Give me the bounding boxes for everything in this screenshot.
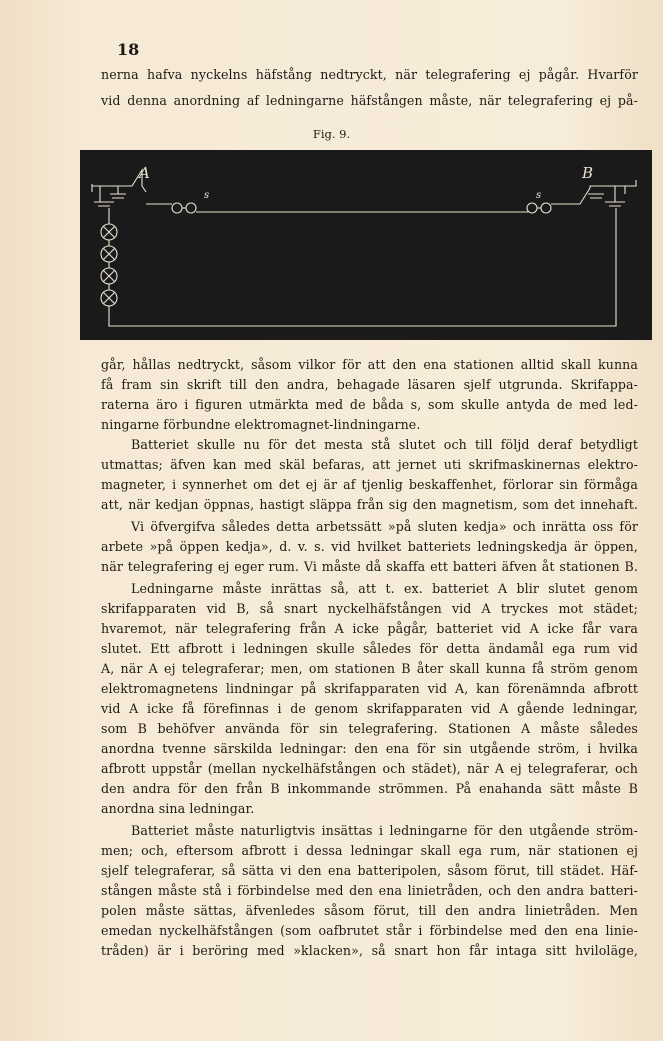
text-line: Ledningarne måste inrättas så, att t. ex. batteriet A blir slutet genom [131,581,638,596]
text-line: slutet. Ett afbrott i ledningen skulle således för detta ändamål ega rum vid [101,641,638,656]
text-line: polen måste sättas, äfvenledes såsom förut, till den andra linietråden. Men [101,903,638,918]
s-label-right: s [536,190,542,201]
text-line: A, när A ej telegraferar; men, om stationen B åter skall kunna få ström genom [101,661,638,676]
text-line: emedan nyckelhäfstången (som oafbrutet står i förbindelse med den ena linie- [101,923,638,938]
text-line: sjelf telegraferar, så sätta vi den ena batteripolen, såsom förut, till städet. Häf- [101,863,638,878]
text-line: hvaremot, när telegrafering från A icke pågår, batteriet vid A icke får vara [101,621,638,636]
station-b-label: B [582,164,594,182]
text-line: går, hållas nedtryckt, såsom vilkor för att den ena stationen alltid skall kunna [101,357,638,372]
text-line: tråden) är i beröring med »klacken», så snart hon får intaga sitt hviloläge, [101,943,638,958]
text-line: den andra för den från B inkommande strömmen. På enahanda sätt måste B [101,781,638,796]
text-line: utmattas; äfven kan med skäl befaras, att jernet uti skrifmaskinernas elektro- [101,457,638,472]
page-number: 18 [117,40,140,59]
circuit-diagram [80,150,652,340]
text-line: men; och, eftersom afbrott i dessa ledningar skall ega rum, när stationen ej [101,843,638,858]
text-line: skrifapparaten vid B, så snart nyckelhäfstången vid A tryckes mot städet; [101,601,638,616]
text-line: stången måste stå i förbindelse med den ena linietråden, och den andra batteri- [101,883,638,898]
text-line: raterna äro i figuren utmärkta med de båda s, som skulle antyda de med led- [101,397,638,412]
station-a-label: A [139,164,150,182]
text-line: ningarne förbundne elektromagnet-lindningarne. [101,417,421,432]
text-line: elektromagnetens lindningar på skrifapparaten vid A, kan förenämnda afbrott [101,681,638,696]
figure-caption: Fig. 9. [312,127,351,141]
text-line: anordna tvenne särskilda ledningar: den ena för sin utgående ström, i hvilka [101,741,638,756]
text-line: afbrott uppstår (mellan nyckelhäfstången och städet), när A ej telegraferar, och [101,761,638,776]
text-line: anordna sina ledningar. [101,801,255,816]
text-line: arbete »på öppen kedja», d. v. s. vid hvilket batteriets ledningskedja är öppen, [101,539,638,554]
text-line: Batteriet skulle nu för det mesta stå slutet och till följd deraf betydligt [131,437,638,452]
text-line: Vi öfvergifva således detta arbetssätt »på sluten kedja» och inrätta oss för [131,519,638,534]
text-line: när telegrafering ej eger rum. Vi måste då skaffa ett batteri äfven åt stationen B. [101,559,638,574]
battery-a-icon [94,186,114,206]
s-label-left: s [204,190,210,201]
text-line: få fram sin skrift till den andra, behagade läsaren sjelf utgrunda. Skrifappa- [101,377,638,392]
circuit-figure [80,150,652,340]
text-line: magneter, i synnerhet om det ej är af tjenlig beskaffenhet, förlorar sin förmåga [101,477,638,492]
key-b-icon [588,186,625,198]
text-line: som B behöfver använda för sin telegrafering. Stationen A måste således [101,721,638,736]
text-line: att, när kedjan öppnas, hastigt släppa från sig den magnetism, som det innehaft. [101,497,638,512]
battery-b-icon [605,186,625,206]
text-line: nerna hafva nyckelns häfstång nedtryckt, när telegrafering ej pågår. Hvarför [101,67,638,82]
text-line: Batteriet måste naturligtvis insättas i ledningarne för den utgående ström- [131,823,638,838]
text-line: vid A icke få förefinnas i de genom skrifapparaten vid A gående ledningar, [101,701,638,716]
text-line: vid denna anordning af ledningarne häfstången måste, när telegrafering ej på- [101,93,638,108]
